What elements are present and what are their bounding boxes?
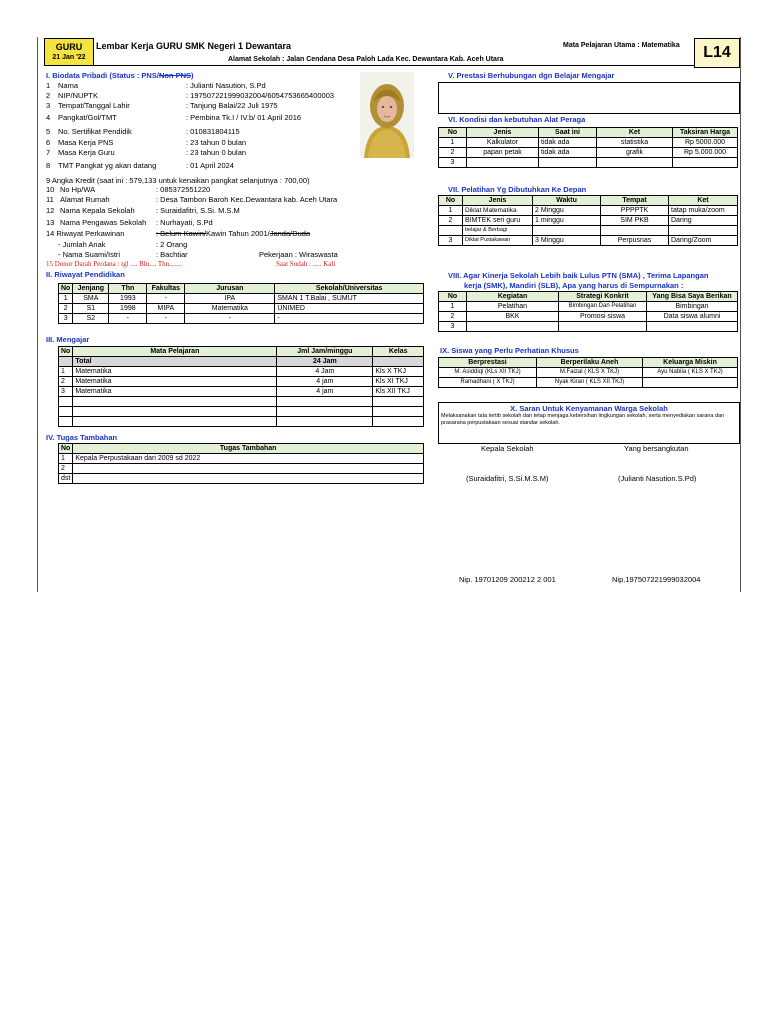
mengajar-empty-cell bbox=[59, 417, 73, 427]
kepala-sekolah-nip: Nip. 19701209 200212 2 001 bbox=[459, 575, 556, 584]
biodata-row bbox=[46, 127, 240, 136]
peraga-cell bbox=[467, 158, 539, 168]
pelatihan-title: VII. Pelatihan Yg Dibutuhkan Ke Depan bbox=[448, 185, 587, 194]
pelatihan-row bbox=[439, 206, 738, 216]
biodata-row-label: Masa Kerja PNS bbox=[58, 138, 114, 147]
mengajar-total-value: 24 Jam bbox=[277, 357, 373, 367]
pendidikan-cell: 3 bbox=[59, 314, 73, 324]
mengajar-empty-cell bbox=[73, 417, 277, 427]
biodata-row-label: Nama bbox=[58, 81, 79, 90]
mengajar-empty-cell bbox=[277, 417, 373, 427]
mengajar-empty-row bbox=[59, 407, 424, 417]
biodata-row-value: : Desa Tambon Baroh Kec.Dewantara kab. Aceh Utara bbox=[156, 195, 338, 204]
mengajar-cell: 4 jam bbox=[277, 377, 373, 387]
biodata-row-label: Nama Pengawas Sekolah bbox=[60, 218, 147, 227]
mengajar-cell: Kls X TKJ bbox=[373, 367, 424, 377]
tugas-row bbox=[59, 474, 424, 484]
biodata-row bbox=[46, 138, 247, 147]
biodata-row-number: 12 bbox=[46, 206, 55, 215]
mengajar-empty-cell bbox=[277, 407, 373, 417]
biodata-row bbox=[46, 113, 302, 122]
peraga-cell: tidak ada bbox=[539, 148, 597, 158]
biodata-row-value: : Tanjung Balai/22 Juli 1975 bbox=[186, 101, 278, 110]
pelatihan-cell: 2 bbox=[439, 216, 463, 226]
pelatihan-cell: 3 Minggu bbox=[533, 236, 601, 246]
biodata-row-label: Tempat/Tanggal Lahir bbox=[58, 101, 130, 110]
mengajar-title: III. Mengajar bbox=[46, 335, 90, 344]
header-rule bbox=[92, 65, 694, 66]
biodata-row-value: : 01 April 2024 bbox=[186, 161, 234, 170]
mengajar-row bbox=[59, 377, 424, 387]
form-code: L14 bbox=[694, 38, 740, 68]
pelatihan-cell bbox=[669, 226, 738, 236]
peraga-table bbox=[438, 127, 738, 168]
tugas-header: No bbox=[59, 444, 73, 454]
pendidikan-row bbox=[59, 314, 424, 324]
pendidikan-cell: - bbox=[109, 314, 147, 324]
pendidikan-row bbox=[59, 304, 424, 314]
pendidikan-cell: - bbox=[147, 314, 185, 324]
mengajar-empty-cell bbox=[373, 397, 424, 407]
mengajar-total-label: Total bbox=[73, 357, 277, 367]
siswa-cell: Nyak Kiran ( KLS XII TKJ) bbox=[537, 378, 643, 388]
tugas-row bbox=[59, 454, 424, 464]
siswa-cell: M. Asiddiqi (KLs XII TKJ) bbox=[439, 368, 537, 378]
anak-label: - Jumlah Anak bbox=[58, 240, 106, 249]
pendidikan-cell: MIPA bbox=[147, 304, 185, 314]
biodata-title-strike: Non PNS bbox=[158, 71, 192, 80]
peraga-cell: 1 bbox=[439, 138, 467, 148]
kinerja-cell: Pelatihan bbox=[467, 302, 559, 312]
mengajar-cell: Matematika bbox=[73, 367, 277, 377]
pelatihan-cell: BIMTEK seri guru bbox=[463, 216, 533, 226]
pelatihan-cell: Diklat Matematika bbox=[463, 206, 533, 216]
pendidikan-cell: Matematika bbox=[185, 304, 275, 314]
mengajar-empty-cell bbox=[59, 397, 73, 407]
biodata-row-number: 8 bbox=[46, 161, 51, 170]
mengajar-cell: Kls XI TKJ bbox=[373, 377, 424, 387]
biodata-row-number: 4 bbox=[46, 113, 51, 122]
pendidikan-header: Jenjang bbox=[73, 284, 109, 294]
mengajar-cell: 3 bbox=[59, 387, 73, 397]
kinerja-title-line2: kerja (SMK), Mandiri (SLB), Apa yang harus di Sempurnakan : bbox=[464, 281, 684, 290]
perkawinan-row bbox=[46, 229, 311, 238]
perkawinan-strike2: Janda/Duda bbox=[269, 229, 311, 238]
tugas-table bbox=[58, 443, 424, 484]
tugas-title: IV. Tugas Tambahan bbox=[46, 433, 118, 442]
pendidikan-cell: UNIMED bbox=[275, 304, 424, 314]
peraga-row bbox=[439, 148, 738, 158]
biodata-row-value: : 085372551220 bbox=[156, 185, 211, 194]
peraga-cell: statistika bbox=[597, 138, 673, 148]
peraga-cell: Kalkulator bbox=[467, 138, 539, 148]
tugas-cell: 2 bbox=[59, 464, 73, 474]
mengajar-cell: 4 jam bbox=[277, 387, 373, 397]
pelatihan-header: Waktu bbox=[533, 196, 601, 206]
peraga-cell: grafik bbox=[597, 148, 673, 158]
pelatihan-header: Jenis bbox=[463, 196, 533, 206]
biodata-row bbox=[46, 91, 335, 100]
mengajar-total-row bbox=[59, 357, 424, 367]
pelatihan-table bbox=[438, 195, 738, 246]
kinerja-cell: Bimbingan Dan Pelatihan bbox=[559, 302, 647, 312]
kinerja-row bbox=[439, 322, 738, 332]
pendidikan-header: Fakultas bbox=[147, 284, 185, 294]
biodata-row bbox=[46, 218, 213, 227]
tugas-cell: Kepala Perpustakaan dari 2009 sd 2022 bbox=[73, 454, 424, 464]
biodata-row-number: 5 bbox=[46, 127, 51, 136]
kinerja-row bbox=[439, 312, 738, 322]
biodata-row bbox=[46, 148, 247, 157]
biodata-row bbox=[46, 195, 338, 204]
kinerja-header: Kegiatan bbox=[467, 292, 559, 302]
perkawinan-strike: : Belum Kawin/ bbox=[156, 229, 207, 238]
pelatihan-cell: tatap muka/zoom bbox=[669, 206, 738, 216]
kinerja-cell bbox=[559, 322, 647, 332]
kinerja-title-line1: VIII. Agar Kinerja Sekolah Lebih baik Lulus PTN (SMA) , Terima Lapangan bbox=[448, 271, 709, 280]
pelatihan-cell: SIM PKB bbox=[601, 216, 669, 226]
mengajar-empty-cell bbox=[277, 397, 373, 407]
pelatihan-cell: Daring/Zoom bbox=[669, 236, 738, 246]
kinerja-header: No bbox=[439, 292, 467, 302]
pendidikan-cell: S1 bbox=[73, 304, 109, 314]
pendidikan-cell: SMA bbox=[73, 294, 109, 304]
peraga-row bbox=[439, 158, 738, 168]
page-title: Lembar Kerja GURU SMK Negeri 1 Dewantara bbox=[96, 41, 292, 51]
pelatihan-row bbox=[439, 236, 738, 246]
pendidikan-cell: 1 bbox=[59, 294, 73, 304]
pelatihan-cell bbox=[439, 226, 463, 236]
mengajar-cell: Kls XII TKJ bbox=[373, 387, 424, 397]
peraga-header: Jenis bbox=[467, 128, 539, 138]
siswa-header: Berprestasi bbox=[439, 358, 537, 368]
biodata-row-label: Masa Kerja Guru bbox=[58, 148, 115, 157]
mengajar-row bbox=[59, 367, 424, 377]
mengajar-empty-row bbox=[59, 417, 424, 427]
kinerja-cell: 3 bbox=[439, 322, 467, 332]
mengajar-cell: Matematika bbox=[73, 377, 277, 387]
siswa-row bbox=[439, 368, 738, 378]
perkawinan-status: Kawin Tahun 2001/ bbox=[206, 229, 270, 238]
siswa-header: Keluarga Miskin bbox=[643, 358, 738, 368]
peraga-header: Taksiran Harga bbox=[673, 128, 738, 138]
biodata-row-number: 1 bbox=[46, 81, 51, 90]
pendidikan-cell: 1993 bbox=[109, 294, 147, 304]
peraga-cell: Rp 5000.000 bbox=[673, 138, 738, 148]
biodata-row-label: TMT Pangkat yg akan datang bbox=[58, 161, 157, 170]
pelatihan-row bbox=[439, 226, 738, 236]
guru-nip: Nip.197507221999032004 bbox=[612, 575, 701, 584]
mengajar-empty-cell bbox=[59, 407, 73, 417]
mengajar-empty-cell bbox=[73, 407, 277, 417]
tugas-row bbox=[59, 464, 424, 474]
kinerja-cell bbox=[647, 322, 738, 332]
kinerja-header: Yang Bisa Saya Berikan bbox=[647, 292, 738, 302]
saran-box bbox=[438, 402, 740, 444]
pelatihan-cell: 2 Minggu bbox=[533, 206, 601, 216]
prestasi-box bbox=[438, 82, 740, 114]
biodata-row-value: : 23 tahun 0 bulan bbox=[186, 148, 247, 157]
kinerja-cell: Promosi siswa bbox=[559, 312, 647, 322]
mengajar-empty-cell bbox=[373, 417, 424, 427]
guru-name: (Julianti Nasution.S.Pd) bbox=[618, 474, 697, 483]
badge-date: 21 Jan '22 bbox=[52, 54, 86, 61]
pelatihan-header: Ket bbox=[669, 196, 738, 206]
biodata-row-label: Pangkat/Gol/TMT bbox=[58, 113, 117, 122]
pelatihan-cell: Daring bbox=[669, 216, 738, 226]
saran-title: X. Saran Untuk Kenyamanan Warga Sekolah bbox=[510, 404, 668, 413]
mengajar-cell: Matematika bbox=[73, 387, 277, 397]
siswa-cell: M.Faizal ( KLS X TKJ) bbox=[537, 368, 643, 378]
person-photo-icon bbox=[360, 72, 414, 158]
mengajar-table bbox=[58, 346, 424, 427]
pendidikan-cell: - bbox=[185, 314, 275, 324]
pelatihan-cell: 3 bbox=[439, 236, 463, 246]
biodata-row-label: No Hp/WA bbox=[60, 185, 96, 194]
pendidikan-header: No bbox=[59, 284, 73, 294]
tugas-cell: 1 bbox=[59, 454, 73, 464]
biodata-row-label: No. Sertifikat Pendidik bbox=[58, 127, 132, 136]
biodata-row-value: : 197507221999032004/6054753665400003 bbox=[186, 91, 335, 100]
pelatihan-cell: Perpusnas bbox=[601, 236, 669, 246]
biodata-row-number: 13 bbox=[46, 218, 55, 227]
suami-label: - Nama Suami/Istri bbox=[58, 250, 121, 259]
kinerja-cell bbox=[467, 322, 559, 332]
mengajar-header: Mata Pelajaran bbox=[73, 347, 277, 357]
biodata-row bbox=[46, 206, 240, 215]
biodata-title-text: I. Biodata Pribadi (Status : PNS/ bbox=[46, 71, 159, 80]
mengajar-cell: 4 Jam bbox=[277, 367, 373, 377]
anak-row bbox=[58, 240, 188, 249]
pendidikan-cell: IPA bbox=[185, 294, 275, 304]
biodata-row bbox=[46, 185, 211, 194]
pendidikan-cell: 1998 bbox=[109, 304, 147, 314]
peraga-cell: 3 bbox=[439, 158, 467, 168]
profile-photo bbox=[360, 72, 414, 158]
badge-role: GURU bbox=[55, 42, 83, 52]
peraga-title: VI. Kondisi dan kebutuhan Alat Peraga bbox=[448, 115, 586, 124]
pendidikan-header: Jurusan bbox=[185, 284, 275, 294]
peraga-cell: 2 bbox=[439, 148, 467, 158]
biodata-row-value: : 23 tahun 0 bulan bbox=[186, 138, 247, 147]
kinerja-cell: Bimbingan bbox=[647, 302, 738, 312]
kinerja-title bbox=[448, 271, 708, 291]
role-badge bbox=[44, 38, 94, 66]
pelatihan-header: Tempat bbox=[601, 196, 669, 206]
pendidikan-table bbox=[58, 283, 424, 324]
peraga-cell bbox=[597, 158, 673, 168]
tugas-cell bbox=[73, 474, 424, 484]
pelatihan-header: No bbox=[439, 196, 463, 206]
donor-count: Saat Sudah : ..... Kali bbox=[276, 260, 336, 268]
suami-value: : Bachtiar bbox=[156, 250, 188, 259]
tugas-header: Tugas Tambahan bbox=[73, 444, 424, 454]
pelatihan-cell: 1 minggu bbox=[533, 216, 601, 226]
biodata-row-number: 6 bbox=[46, 138, 51, 147]
siswa-header: Berperilaku Aneh bbox=[537, 358, 643, 368]
pekerjaan-value: Pekerjaan : Wiraswasta bbox=[259, 250, 338, 259]
kepala-sekolah-name: (Suraidafitri, S.Si.M.S.M) bbox=[466, 474, 549, 483]
mengajar-total-spacer bbox=[59, 357, 73, 367]
perkawinan-label: 14 Riwayat Perkawinan bbox=[46, 229, 125, 238]
pelatihan-row bbox=[439, 216, 738, 226]
biodata-row-number: 3 bbox=[46, 101, 51, 110]
pendidikan-title: II. Riwayat Pendidikan bbox=[46, 270, 125, 279]
mengajar-empty-cell bbox=[73, 397, 277, 407]
siswa-table bbox=[438, 357, 738, 388]
tugas-cell: dst bbox=[59, 474, 73, 484]
biodata-row bbox=[46, 101, 278, 110]
kinerja-cell: Data siswa alumni bbox=[647, 312, 738, 322]
mengajar-cell: 1 bbox=[59, 367, 73, 377]
peraga-cell: papan petak bbox=[467, 148, 539, 158]
kinerja-cell: BKK bbox=[467, 312, 559, 322]
biodata-row bbox=[46, 81, 266, 90]
peraga-header: Ket bbox=[597, 128, 673, 138]
biodata-row-value: : Pembina Tk.I / IV.b/ 01 April 2016 bbox=[186, 113, 302, 122]
pelatihan-cell: 1 bbox=[439, 206, 463, 216]
kinerja-cell: 2 bbox=[439, 312, 467, 322]
mengajar-empty-cell bbox=[373, 407, 424, 417]
siswa-title: IX. Siswa yang Perlu Perhatian Khusus bbox=[440, 346, 579, 355]
biodata-row-label: Alamat Rumah bbox=[60, 195, 110, 204]
pelatihan-cell: Diklat Pustakawan bbox=[463, 236, 533, 246]
pendidikan-cell: SMAN 1 T.Balai , SUMUT bbox=[275, 294, 424, 304]
subject-label: Mata Pelajaran Utama : Matematika bbox=[563, 42, 680, 49]
suami-row bbox=[58, 250, 338, 259]
pelatihan-cell: belajar & Berbagi bbox=[463, 226, 533, 236]
tugas-cell bbox=[73, 464, 424, 474]
prestasi-title: V. Prestasi Berhubungan dgn Belajar Mengajar bbox=[448, 71, 615, 80]
biodata-row-number: 11 bbox=[46, 195, 54, 204]
peraga-header: No bbox=[439, 128, 467, 138]
peraga-cell: Rp 5.000.000 bbox=[673, 148, 738, 158]
pendidikan-cell: 2 bbox=[59, 304, 73, 314]
biodata-title: I. Biodata Pribadi (Status : PNS/Non PNS) bbox=[46, 71, 194, 80]
peraga-cell bbox=[539, 158, 597, 168]
kinerja-header: Strategi Konkrit bbox=[559, 292, 647, 302]
school-address: Alamat Sekolah : Jalan Cendana Desa Paloh Lada Kec. Dewantara Kab. Aceh Utara bbox=[228, 56, 504, 63]
biodata-row-value: : Suraidafitri, S.Si. M.S.M bbox=[156, 206, 240, 215]
biodata-row-number: 2 bbox=[46, 91, 51, 100]
kepala-sekolah-label: Kepala Sekolah bbox=[481, 444, 534, 453]
siswa-row bbox=[439, 378, 738, 388]
pendidikan-cell: - bbox=[147, 294, 185, 304]
biodata-row-value: : 010831804115 bbox=[186, 127, 240, 136]
mengajar-header: No bbox=[59, 347, 73, 357]
mengajar-header: Jml Jam/minggu bbox=[277, 347, 373, 357]
siswa-cell: Ramadhani ( X TKJ) bbox=[439, 378, 537, 388]
pelatihan-cell bbox=[601, 226, 669, 236]
donor-row bbox=[46, 260, 336, 268]
mengajar-row bbox=[59, 387, 424, 397]
peraga-header: Saat ini bbox=[539, 128, 597, 138]
pendidikan-cell: - bbox=[275, 314, 424, 324]
pelatihan-cell bbox=[533, 226, 601, 236]
siswa-cell: Ayu Nabila ( KLS X TKJ) bbox=[643, 368, 738, 378]
biodata-row-label: NIP/NUPTK bbox=[58, 91, 99, 100]
pendidikan-header: Thn bbox=[109, 284, 147, 294]
biodata-row-label: Nama Kepala Sekolah bbox=[60, 206, 135, 215]
peraga-cell: tidak ada bbox=[539, 138, 597, 148]
kinerja-table bbox=[438, 291, 738, 332]
angka-kredit: 9 Angka Kredit (saat ini : 579,133 untuk kenaikan pangkat selanjutnya : 700,00) bbox=[46, 176, 310, 185]
biodata-row-value: : Nurhayati, S.Pd bbox=[156, 218, 213, 227]
kinerja-row bbox=[439, 302, 738, 312]
saran-text: Melaksanakan tata tertib sekolah dan tetap menjaga kebersihan lingkungan sekolah, serta menyediakan sarana dan prasarana perpustakaan sesuai standar sekolah. bbox=[441, 413, 725, 426]
peraga-cell bbox=[673, 158, 738, 168]
biodata-row-value: : Julianti Nasution, S.Pd bbox=[186, 81, 266, 90]
biodata-row-number: 10 bbox=[46, 185, 55, 194]
kinerja-cell: 1 bbox=[439, 302, 467, 312]
anak-value: : 2 Orang bbox=[156, 240, 188, 249]
mengajar-empty-row bbox=[59, 397, 424, 407]
siswa-cell bbox=[643, 378, 738, 388]
yang-bersangkutan-label: Yang bersangkutan bbox=[624, 444, 689, 453]
pendidikan-cell: S2 bbox=[73, 314, 109, 324]
perkawinan-value bbox=[156, 229, 310, 238]
peraga-row bbox=[439, 138, 738, 148]
pendidikan-row bbox=[59, 294, 424, 304]
biodata-row-number: 7 bbox=[46, 148, 51, 157]
biodata-row bbox=[46, 161, 234, 170]
pendidikan-header: Sekolah/Universitas bbox=[275, 284, 424, 294]
pelatihan-cell: PPPPTK bbox=[601, 206, 669, 216]
mengajar-header: Kelas bbox=[373, 347, 424, 357]
mengajar-total-spacer bbox=[373, 357, 424, 367]
mengajar-cell: 2 bbox=[59, 377, 73, 387]
donor-text: 15 Donor Darah Perdana : tgl .... Bln.... Thn....... bbox=[46, 260, 182, 268]
